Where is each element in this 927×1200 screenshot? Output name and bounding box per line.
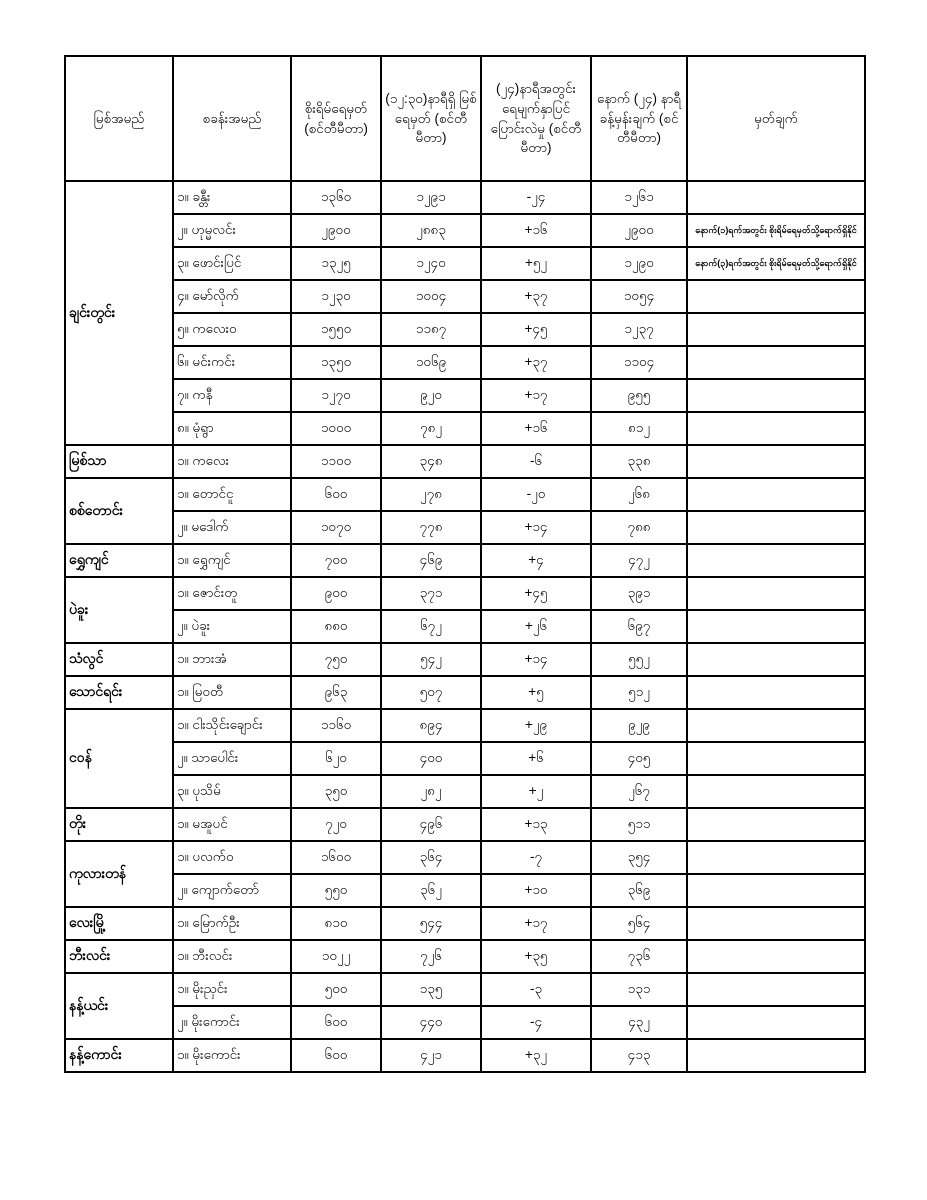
river-name-cell: ပဲခူး <box>65 577 173 643</box>
forecast-cell: ၃၆၉ <box>591 874 687 907</box>
change-cell: -၂၀ <box>481 478 591 511</box>
danger-level-cell: ၈၈၀ <box>291 610 381 643</box>
river-name-cell: ချင်းတွင်း <box>65 181 173 445</box>
station-name-cell: ၂။ သာပေါင်း <box>173 742 291 775</box>
current-level-cell: ၃၆၄ <box>381 841 481 874</box>
header-remark: မှတ်ချက် <box>687 56 865 181</box>
station-name-cell: ၈။ မုံရွာ <box>173 412 291 445</box>
remark-cell <box>687 412 865 445</box>
station-name-cell: ၆။ မင်းကင်း <box>173 346 291 379</box>
river-name-cell: လေးမြို့ <box>65 907 173 940</box>
current-level-cell: ၈၉၄ <box>381 709 481 742</box>
forecast-cell: ၄၁၃ <box>591 1039 687 1072</box>
station-name-cell: ၁။ မအူပင် <box>173 808 291 841</box>
table-row <box>65 610 865 643</box>
remark-cell: နောက်(၁)ရက်အတွင်း စိုးရိမ်ရေမှတ်သို့ရောက်ရှိနိုင် <box>687 214 865 247</box>
current-level-cell: ၂၈၂ <box>381 775 481 808</box>
remark-cell <box>687 478 865 511</box>
danger-level-cell: ၈၁၀ <box>291 907 381 940</box>
header-next-24h-forecast: နောက် (၂၄) နာရီ ခန့်မှန်းချက် (စင်တီမီတာ) <box>591 56 687 181</box>
river-name-cell: ကုလားတန် <box>65 841 173 907</box>
station-name-cell: ၁။ ဘီးလင်း <box>173 940 291 973</box>
forecast-cell: ၁၂၃၇ <box>591 313 687 346</box>
table-body <box>65 181 865 1072</box>
forecast-cell: ၅၅၂ <box>591 643 687 676</box>
station-name-cell: ၃။ ဖောင်းပြင် <box>173 247 291 280</box>
danger-level-cell: ၉၀၀ <box>291 577 381 610</box>
remark-cell <box>687 643 865 676</box>
remark-cell: နောက်(၃)ရက်အတွင်း စိုးရိမ်ရေမှတ်သို့ရောက်ရှိနိုင် <box>687 247 865 280</box>
station-name-cell: ၂။ မဒေါက် <box>173 511 291 544</box>
station-name-cell: ၂။ ကျောက်တော် <box>173 874 291 907</box>
remark-cell <box>687 511 865 544</box>
remark-cell <box>687 1039 865 1072</box>
change-cell: +၂၉ <box>481 709 591 742</box>
current-level-cell: ၁၀၆၉ <box>381 346 481 379</box>
river-name-cell: တိုး <box>65 808 173 841</box>
remark-cell <box>687 874 865 907</box>
danger-level-cell: ၁၂၃၀ <box>291 280 381 313</box>
remark-cell <box>687 181 865 214</box>
danger-level-cell: ၅၅၀ <box>291 874 381 907</box>
change-cell: +၃၂ <box>481 1039 591 1072</box>
current-level-cell: ၄၆၉ <box>381 544 481 577</box>
change-cell: +၁၆ <box>481 412 591 445</box>
remark-cell <box>687 280 865 313</box>
change-cell: +၁၇ <box>481 379 591 412</box>
station-name-cell: ၁။ ခန္တီး <box>173 181 291 214</box>
river-name-cell: သောင်ရင်း <box>65 676 173 709</box>
station-name-cell: ၄။ မော်လိုက် <box>173 280 291 313</box>
current-level-cell: ၁၁၈၇ <box>381 313 481 346</box>
station-name-cell: ၁။ တောင်ငူ <box>173 478 291 511</box>
current-level-cell: ၄၄၀ <box>381 1006 481 1039</box>
table-row <box>65 544 865 577</box>
change-cell: +၁၃ <box>481 808 591 841</box>
danger-level-cell: ၂၉၀၀ <box>291 214 381 247</box>
table-row <box>65 181 865 214</box>
remark-cell <box>687 445 865 478</box>
remark-cell <box>687 610 865 643</box>
table-row <box>65 346 865 379</box>
forecast-cell: ၂၉၀၀ <box>591 214 687 247</box>
forecast-cell: ၄၃၂ <box>591 1006 687 1039</box>
current-level-cell: ၅၄၄ <box>381 907 481 940</box>
forecast-cell: ၁၃၁ <box>591 973 687 1006</box>
station-name-cell: ၁။ မိုးကောင်း <box>173 1039 291 1072</box>
table-row <box>65 643 865 676</box>
current-level-cell: ၆၇၂ <box>381 610 481 643</box>
danger-level-cell: ၁၀၂၂ <box>291 940 381 973</box>
current-level-cell: ၁၃၅ <box>381 973 481 1006</box>
river-name-cell: ရွှေကျင် <box>65 544 173 577</box>
current-level-cell: ၇၂၆ <box>381 940 481 973</box>
current-level-cell: ၃၄၈ <box>381 445 481 478</box>
change-cell: +၃၅ <box>481 940 591 973</box>
forecast-cell: ၁၀၅၄ <box>591 280 687 313</box>
change-cell: +၃၇ <box>481 346 591 379</box>
danger-level-cell: ၇၂၀ <box>291 808 381 841</box>
header-current-level: (၁၂:၃၀)နာရီရှိ မြစ်ရေမှတ် (စင်တီမီတာ) <box>381 56 481 181</box>
change-cell: +၁၄ <box>481 511 591 544</box>
river-name-cell: မြစ်သာ <box>65 445 173 478</box>
table-row <box>65 379 865 412</box>
remark-cell <box>687 544 865 577</box>
table-row <box>65 775 865 808</box>
station-name-cell: ၅။ ကလေးဝ <box>173 313 291 346</box>
remark-cell <box>687 808 865 841</box>
remark-cell <box>687 346 865 379</box>
change-cell: +၁၆ <box>481 214 591 247</box>
table-row <box>65 478 865 511</box>
forecast-cell: ၈၁၂ <box>591 412 687 445</box>
station-name-cell: ၂။ ပဲခူး <box>173 610 291 643</box>
table-row <box>65 973 865 1006</box>
remark-cell <box>687 973 865 1006</box>
current-level-cell: ၄၀၀ <box>381 742 481 775</box>
change-cell: -၆ <box>481 445 591 478</box>
remark-cell <box>687 841 865 874</box>
remark-cell <box>687 313 865 346</box>
current-level-cell: ၅၄၂ <box>381 643 481 676</box>
table-row <box>65 676 865 709</box>
change-cell: +၄ <box>481 544 591 577</box>
station-name-cell: ၂။ မိုးကောင်း <box>173 1006 291 1039</box>
danger-level-cell: ၁၆၀၀ <box>291 841 381 874</box>
header-station-name: စခန်းအမည် <box>173 56 291 181</box>
table-row <box>65 742 865 775</box>
danger-level-cell: ၃၅၀ <box>291 775 381 808</box>
table-row <box>65 1039 865 1072</box>
station-name-cell: ၁။ ဇောင်းတူ <box>173 577 291 610</box>
current-level-cell: ၁၂၄၀ <box>381 247 481 280</box>
river-name-cell: ငဝန် <box>65 709 173 808</box>
change-cell: -၄ <box>481 1006 591 1039</box>
table-row <box>65 280 865 313</box>
danger-level-cell: ၉၆၃ <box>291 676 381 709</box>
forecast-cell: ၉၅၅ <box>591 379 687 412</box>
station-name-cell: ၁။ မိုးညှင်း <box>173 973 291 1006</box>
current-level-cell: ၁၂၉၁ <box>381 181 481 214</box>
change-cell: +၆ <box>481 742 591 775</box>
danger-level-cell: ၁၀၀၀ <box>291 412 381 445</box>
river-name-cell: နန့်ကောင်း <box>65 1039 173 1072</box>
change-cell: -၇ <box>481 841 591 874</box>
change-cell: -၃ <box>481 973 591 1006</box>
change-cell: +၃၇ <box>481 280 591 313</box>
change-cell: -၂၄ <box>481 181 591 214</box>
danger-level-cell: ၁၅၅၀ <box>291 313 381 346</box>
current-level-cell: ၄၂၁ <box>381 1039 481 1072</box>
table-header <box>65 56 865 181</box>
danger-level-cell: ၇၀၀ <box>291 544 381 577</box>
current-level-cell: ၅၀၇ <box>381 676 481 709</box>
station-name-cell: ၃။ ပုသိမ် <box>173 775 291 808</box>
remark-cell <box>687 742 865 775</box>
river-name-cell: နန့်ယင်း <box>65 973 173 1039</box>
header-row <box>65 56 865 181</box>
danger-level-cell: ၇၅၀ <box>291 643 381 676</box>
forecast-cell: ၆၉၇ <box>591 610 687 643</box>
remark-cell <box>687 907 865 940</box>
change-cell: +၁၇ <box>481 907 591 940</box>
danger-level-cell: ၁၀၇၀ <box>291 511 381 544</box>
station-name-cell: ၇။ ကနီ <box>173 379 291 412</box>
danger-level-cell: ၁၁၀၀ <box>291 445 381 478</box>
current-level-cell: ၄၉၆ <box>381 808 481 841</box>
forecast-cell: ၃၃၈ <box>591 445 687 478</box>
danger-level-cell: ၁၂၇၀ <box>291 379 381 412</box>
remark-cell <box>687 577 865 610</box>
forecast-cell: ၇၃၆ <box>591 940 687 973</box>
forecast-cell: ၂၆၈ <box>591 478 687 511</box>
table-row <box>65 511 865 544</box>
current-level-cell: ၃၆၂ <box>381 874 481 907</box>
table-row <box>65 313 865 346</box>
river-name-cell: သံလွင် <box>65 643 173 676</box>
change-cell: +၄၅ <box>481 577 591 610</box>
table-row <box>65 1006 865 1039</box>
forecast-cell: ၁၂၉၀ <box>591 247 687 280</box>
river-name-cell: စစ်တောင်း <box>65 478 173 544</box>
change-cell: +၅၂ <box>481 247 591 280</box>
table-row <box>65 907 865 940</box>
current-level-cell: ၇၇၈ <box>381 511 481 544</box>
forecast-cell: ၁၁၀၄ <box>591 346 687 379</box>
table-row <box>65 577 865 610</box>
change-cell: +၁၄ <box>481 643 591 676</box>
current-level-cell: ၁၀၀၄ <box>381 280 481 313</box>
table-row <box>65 214 865 247</box>
danger-level-cell: ၆၀၀ <box>291 1039 381 1072</box>
danger-level-cell: ၁၁၆၀ <box>291 709 381 742</box>
danger-level-cell: ၅၀၀ <box>291 973 381 1006</box>
river-water-level-table <box>64 55 866 1073</box>
forecast-cell: ၁၂၆၁ <box>591 181 687 214</box>
river-name-cell: ဘီးလင်း <box>65 940 173 973</box>
remark-cell <box>687 940 865 973</box>
table-row <box>65 940 865 973</box>
station-name-cell: ၁။ မြဝတီ <box>173 676 291 709</box>
table-row <box>65 808 865 841</box>
table-row <box>65 412 865 445</box>
danger-level-cell: ၆၀၀ <box>291 1006 381 1039</box>
table-row <box>65 709 865 742</box>
station-name-cell: ၁။ ဘားအံ <box>173 643 291 676</box>
forecast-cell: ၄၀၅ <box>591 742 687 775</box>
current-level-cell: ၂၈၈၃ <box>381 214 481 247</box>
forecast-cell: ၃၉၁ <box>591 577 687 610</box>
remark-cell <box>687 709 865 742</box>
current-level-cell: ၂၇၈ <box>381 478 481 511</box>
table-row <box>65 445 865 478</box>
header-river-name: မြစ်အမည် <box>65 56 173 181</box>
station-name-cell: ၁။ ငါးသိုင်းချောင်း <box>173 709 291 742</box>
station-name-cell: ၁။ ရွှေကျင် <box>173 544 291 577</box>
forecast-cell: ၉၂၉ <box>591 709 687 742</box>
table-row <box>65 874 865 907</box>
change-cell: +၂ <box>481 775 591 808</box>
change-cell: +၂၆ <box>481 610 591 643</box>
change-cell: +၄၅ <box>481 313 591 346</box>
header-danger-level: စိုးရိမ်ရေမှတ် (စင်တီမီတာ) <box>291 56 381 181</box>
forecast-cell: ၂၆၇ <box>591 775 687 808</box>
forecast-cell: ၃၅၄ <box>591 841 687 874</box>
danger-level-cell: ၆၂၀ <box>291 742 381 775</box>
danger-level-cell: ၁၃၂၅ <box>291 247 381 280</box>
station-name-cell: ၁။ ကလေး <box>173 445 291 478</box>
remark-cell <box>687 1006 865 1039</box>
forecast-cell: ၄၇၂ <box>591 544 687 577</box>
danger-level-cell: ၆၀၀ <box>291 478 381 511</box>
table-row <box>65 247 865 280</box>
forecast-cell: ၅၁၁ <box>591 808 687 841</box>
current-level-cell: ၇၈၂ <box>381 412 481 445</box>
forecast-cell: ၅၆၄ <box>591 907 687 940</box>
table-row <box>65 841 865 874</box>
remark-cell <box>687 775 865 808</box>
station-name-cell: ၁။ ပလက်ဝ <box>173 841 291 874</box>
danger-level-cell: ၁၃၅၀ <box>291 346 381 379</box>
station-name-cell: ၂။ ဟုမ္မလင်း <box>173 214 291 247</box>
change-cell: +၅ <box>481 676 591 709</box>
station-name-cell: ၁။ မြောက်ဦး <box>173 907 291 940</box>
forecast-cell: ၅၁၂ <box>591 676 687 709</box>
danger-level-cell: ၁၃၆၀ <box>291 181 381 214</box>
current-level-cell: ၃၇၁ <box>381 577 481 610</box>
forecast-cell: ၇၈၈ <box>591 511 687 544</box>
current-level-cell: ၉၂၀ <box>381 379 481 412</box>
change-cell: +၁၀ <box>481 874 591 907</box>
remark-cell <box>687 676 865 709</box>
header-24h-change: (၂၄)နာရီအတွင်း ရေမျက်နှာပြင် ပြောင်းလဲမှု (စင်တီမီတာ) <box>481 56 591 181</box>
remark-cell <box>687 379 865 412</box>
